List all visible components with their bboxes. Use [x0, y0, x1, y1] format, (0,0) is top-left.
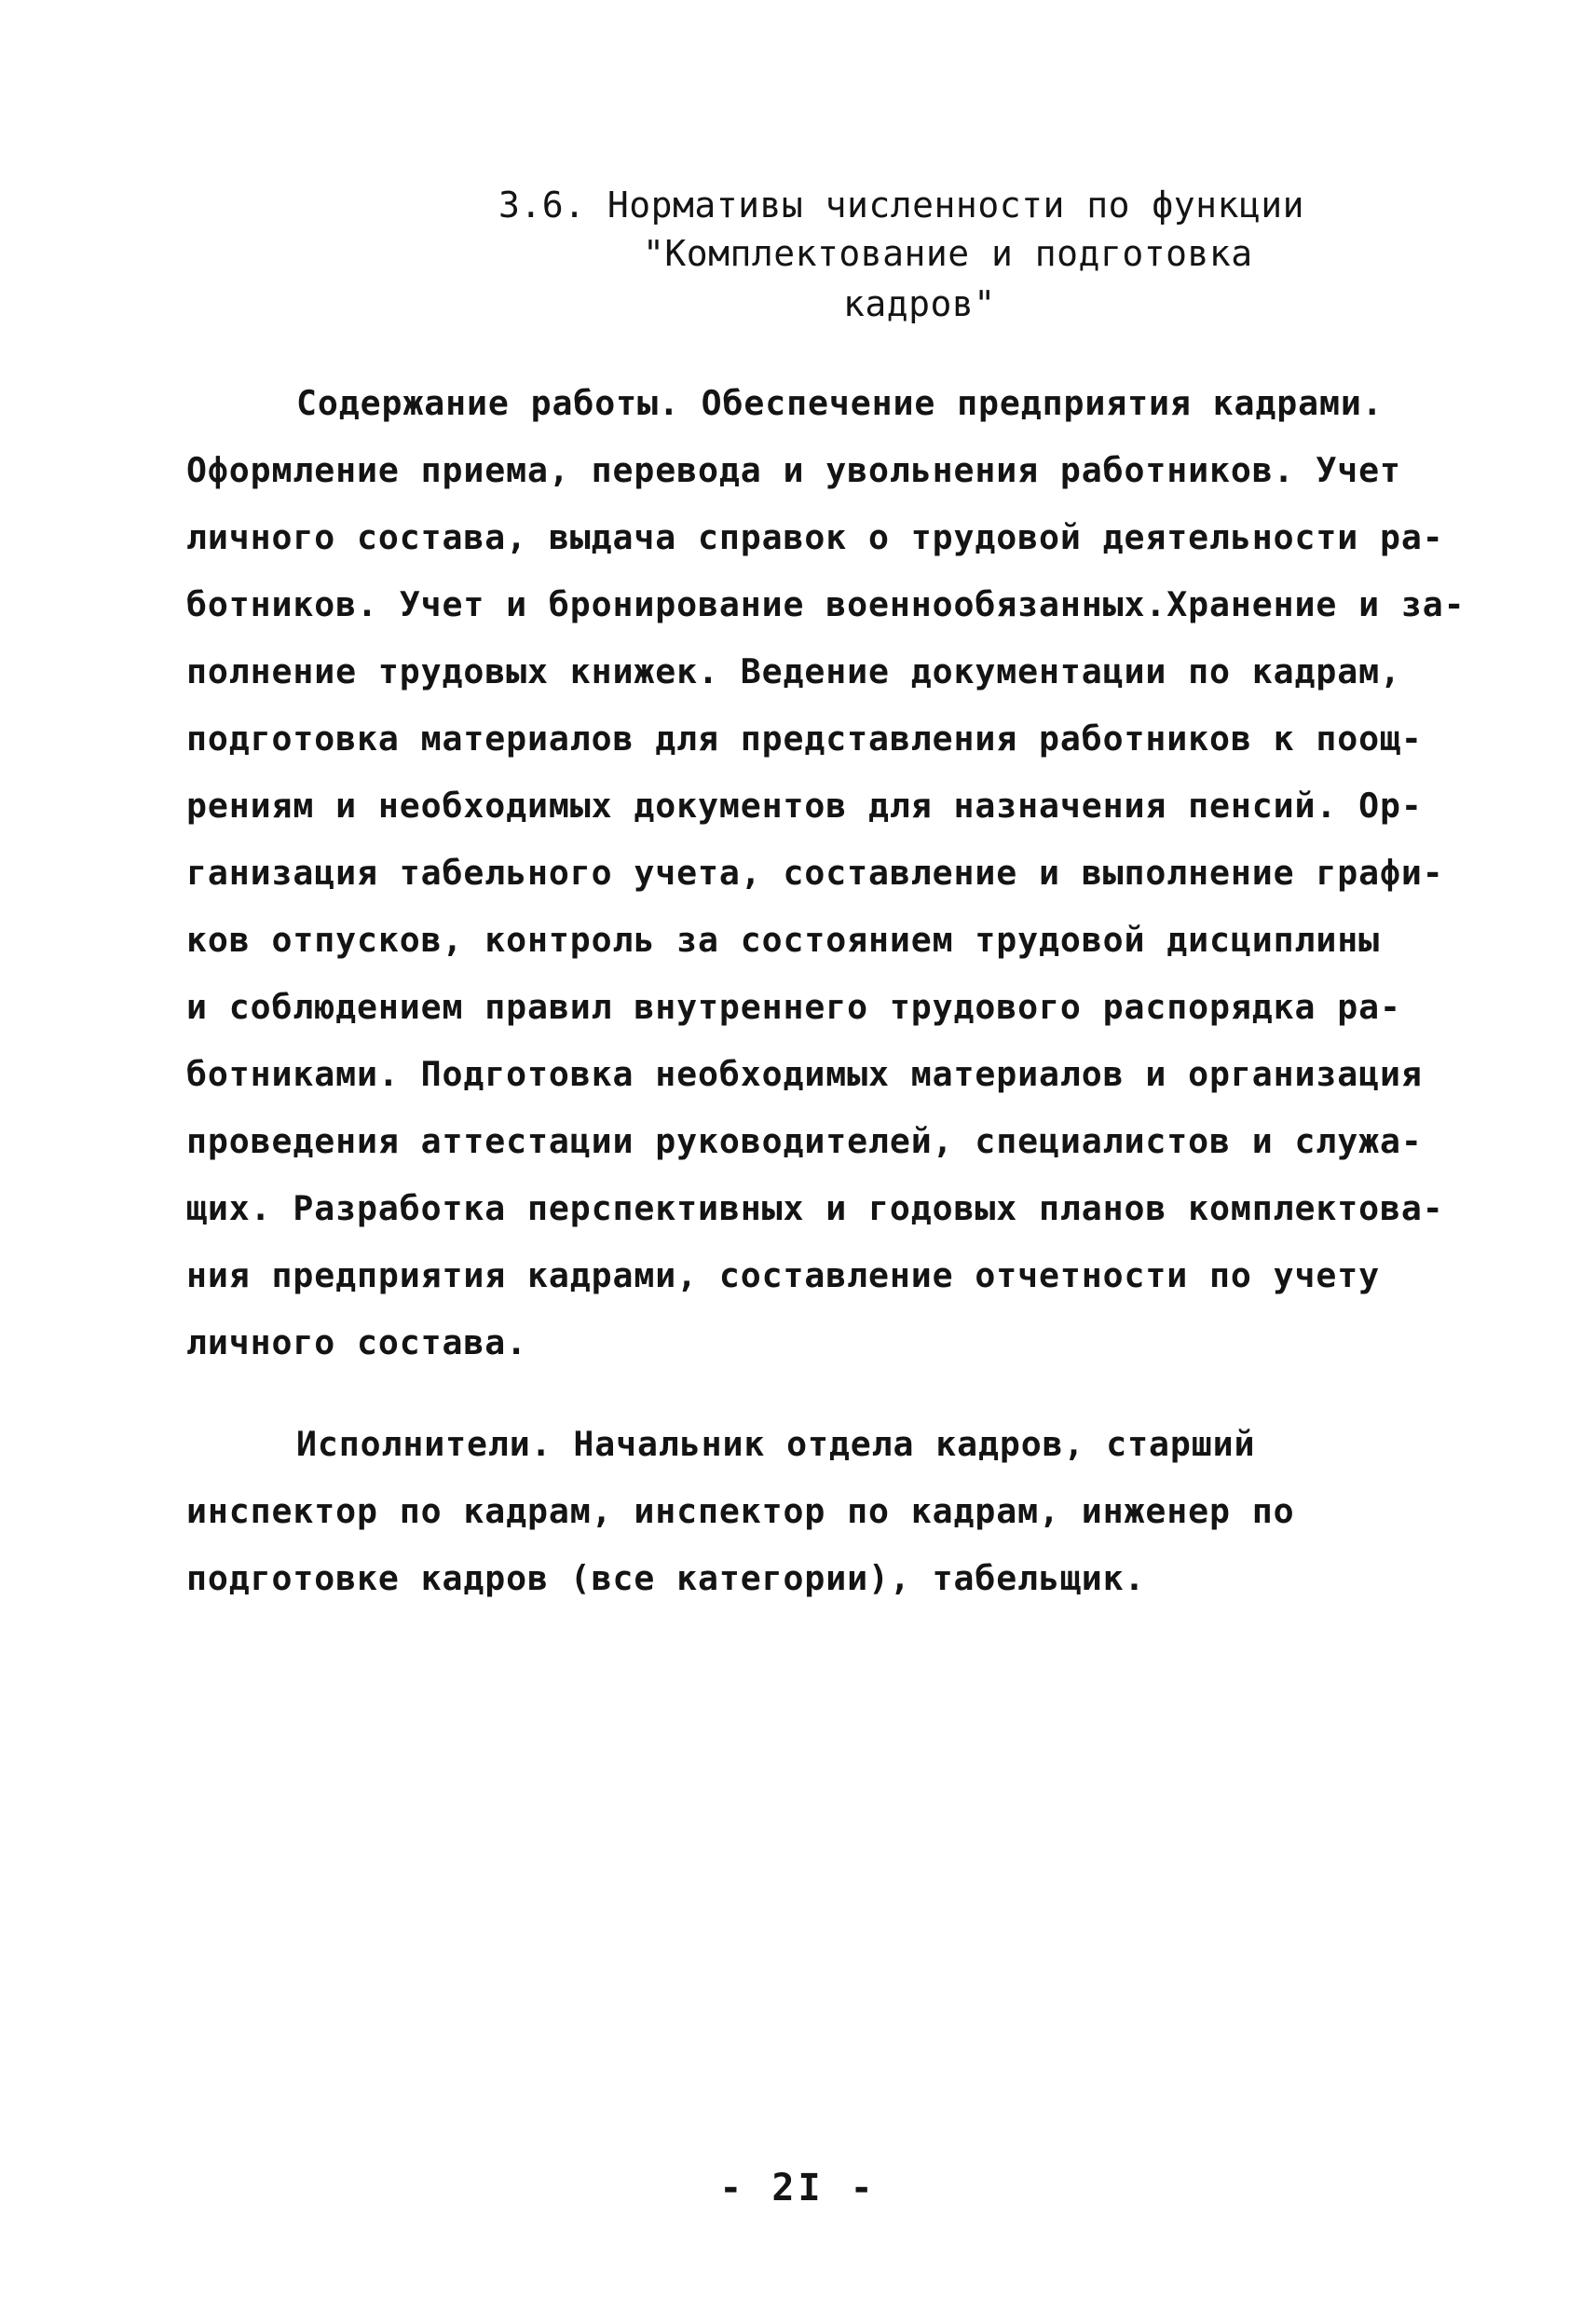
section-subtitle-end: кадров"	[843, 283, 996, 324]
content-line: Оформление приема, перевода и увольнения работников. Учет	[186, 450, 1401, 490]
content-line: и соблюдением правил внутреннего трудового распорядка ра-	[186, 987, 1401, 1027]
page-number: - 2I -	[719, 2167, 877, 2209]
content-line: ков отпусков, контроль за состоянием трудовой дисциплины	[186, 920, 1380, 960]
content-line: подготовка материалов для представления работников к поощ-	[186, 718, 1423, 759]
content-line: ботников. Учет и бронирование военнообязанных.Хранение и за-	[186, 584, 1466, 624]
content-line: личного состава, выдача справок о трудовой деятельности ра-	[186, 517, 1444, 557]
content-line: проведения аттестации руководителей, специалистов и служа-	[186, 1121, 1423, 1161]
content-line: личного состава.	[186, 1322, 527, 1362]
executors-line: подготовке кадров (все категории), табельщик.	[186, 1558, 1146, 1598]
content-line: ганизация табельного учета, составление и выполнение графи-	[186, 853, 1444, 893]
content-line: рениям и необходимых документов для назначения пенсий. Ор-	[186, 786, 1423, 826]
executors-line: Исполнители. Начальник отдела кадров, старший	[296, 1424, 1256, 1464]
content-line: полнение трудовых книжек. Ведение документации по кадрам,	[186, 651, 1401, 691]
content-line: Содержание работы. Обеспечение предприятия кадрами.	[296, 383, 1384, 423]
content-line: ния предприятия кадрами, составление отчетности по учету	[186, 1255, 1380, 1295]
section-title: 3.6. Нормативы численности по функции	[498, 185, 1304, 226]
content-line: ботниками. Подготовка необходимых материалов и организация	[186, 1054, 1423, 1094]
content-line: щих. Разработка перспективных и годовых планов комплектова-	[186, 1188, 1444, 1228]
section-subtitle: "Комплектование и подготовка	[643, 233, 1253, 274]
executors-line: инспектор по кадрам, инспектор по кадрам, инженер по	[186, 1491, 1295, 1531]
